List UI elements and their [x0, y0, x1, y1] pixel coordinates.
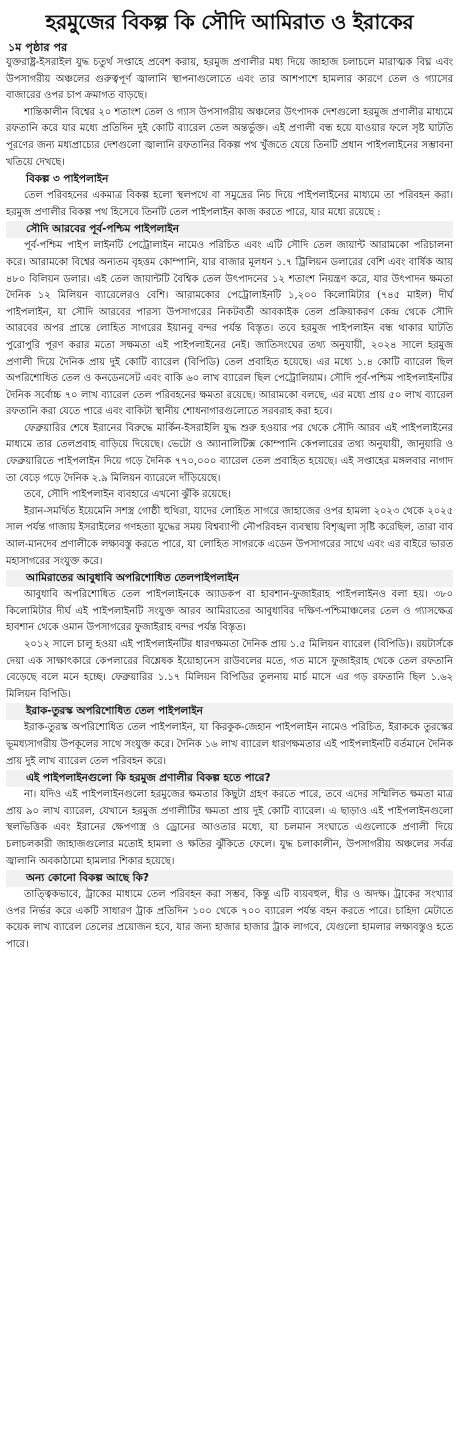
article-paragraph: পূর্ব-পশ্চিম পাইপ লাইনটি পেট্রোলাইন নামেও পরিচিত এবং এটি সৌদি তেল জায়ান্ট আরামকো পরিচালনা করে। আরামকো বিশ্বের অন্যতম বৃহত্তম কোম্পানি, যার বাজার মূলধন ১.৭ ট্রিলিয়ন ডলারের বেশি এবং বার্ষিক আয় ৪৮০ বিলিয়ন ডলার। এই তেল জায়ান্টটি বৈশ্বিক তেল উৎপাদনের ১২ শতাংশ নিয়ন্ত্রণ করে, যার উৎপাদন ক্ষমতা দৈনিক ১২ মিলিয়ন ব্যারেলেরও বেশি। আরামকোর পেট্রোলাইনটি ১,২০০ কিলোমিটার (৭৪৫ মাইল) দীর্ঘ পাইপলাইন, যা সৌদি আরবের পারস্য উপসাগরের নিকটবর্তী আবকাইক তেল প্রক্রিয়াকরণ কেন্দ্র থেকে সৌদি আরবের অপর প্রান্তে লোহিত সাগরের ইয়ানবু বন্দর পর্যন্ত বিস্তৃত। তবে হরমুজ পাইপলাইন বন্ধ থাকার ঘাটতি পুরোপুরি পূরণ করার মতো সক্ষমতা এই পাইপলাইনের নেই। জাতিসংঘের তথ্য অনুযায়ী, ২০২৪ সালে হরমুজ প্রণালী দিয়ে দৈনিক প্রায় দুই কোটি ব্যারেল (বিপিডি) তেল প্রবাহিত হয়েছে। এর মধ্যে ১.৪ কোটি ব্যারেল ছিল অপরিশোধিত তেল ও কনডেনসেট এবং বাকি ৬০ লাখ ব্যারেল ছিল পেট্রোলিয়াম। সৌদি পূর্ব-পশ্চিম পাইপলাইনটির দৈনিক সর্বোচ্চ ৭০ লাখ ব্যারেল তেল পরিবহনের ক্ষমতা রয়েছে। আরামকো বলছে, এর মধ্যে প্রায় ৫০ লাখ ব্যারেল রফতানি করা যেতে পারে এবং বাকিটা স্থানীয় শোধনাগারগুলোতে সরবরাহ করা হবে।: [6, 240, 453, 418]
continuation-dateline: ১ম পৃষ্ঠার পর: [8, 41, 68, 54]
article-body: [0, 55, 459, 954]
section-subheading: অন্য কোনো বিকল্প আছে কি?: [6, 870, 453, 887]
article-paragraph: না। যদিও এই পাইপলাইনগুলো হরমুজের ক্ষমতার কিছুটা গ্রহণ করতে পারে, তবে এদের সম্মিলিত ক্ষমতা মাত্র প্রায় ৯০ লাখ ব্যারেল, যেখানে হরমুজ প্রণালীটির ক্ষমতা প্রায় দুই কোটি ব্যারেল। এ ছাড়াও এই পাইপলাইনগুলো স্থলভিত্তিক এবং ইরানের ক্ষেপণাস্ত্র ও ড্রোনের আওতার মধ্যে, যা চলমান সংঘাতে এগুলোকে প্রণালী দিয়ে চলাচলকারী জাহাজগুলোর মতোই হামলা ও ক্ষতির ঝুঁকিতে ফেলে। যুদ্ধ চলাকালীন, উপসাগরীয় অঞ্চলের সর্বত্র জ্বালানি অবকাঠামো হামলার শিকার হয়েছে।: [6, 789, 453, 867]
section-subheading: আমিরাতের আবুধাবি অপরিশোধিত তেলপাইপলাইন: [6, 570, 453, 587]
article-paragraph: ইরাক-তুরস্ক অপরিশোধিত তেল পাইপলাইন, যা কিরকুক-জেহান পাইপলাইন নামেও পরিচিত, ইরাককে তুরস্কের ভূমধ্যসাগরীয় উপকূলের সাথে সংযুক্ত করে। দৈনিক ১৬ লাখ ব্যারেল ধারণক্ষমতার এই পাইপলাইনটি বর্তমানে দৈনিক প্রায় দুই লাখ ব্যারেল তেল পরিবহন করে।: [6, 722, 453, 767]
article-headline: হরমুজের বিকল্প কি সৌদি আমিরাত ও ইরাকের: [45, 10, 414, 34]
article-paragraph: যুক্তরাষ্ট্র-ইসরাইল যুদ্ধ চতুর্থ সপ্তাহে প্রবেশ করায়, হরমুজ প্রণালীর মধ্য দিয়ে জাহাজ চলাচলে মারাত্মক বিঘ্ন এবং উপসাগরীয় অঞ্চলের গুরুত্বপূর্ণ জ্বালানি স্থাপনাগুলোতে এবং তার আশপাশে হামলার কারণে তেল ও গ্যাসের বাজারের ওপর চাপ ক্রমাগত বাড়ছে।: [6, 57, 453, 102]
article-paragraph: তাত্ত্বিকভাবে, ট্রাকের মাধ্যমে তেল পরিবহন করা সম্ভব, কিন্তু এটি ব্যয়বহুল, ধীর ও অদক্ষ। ট্রাকের সংখ্যার ওপর নির্ভর করে একটি সাধারণ ট্রাক প্রতিদিন ১০০ থেকে ৭০০ ব্যারেল পর্যন্ত বহন করতে পারে। চাহিদা মেটাতে কয়েক লাখ ব্যারেল তেলের প্রয়োজন হবে, যার জন্য হাজার হাজার ট্রাক লাগবে, যেগুলো হামলার লক্ষ্যবস্তুও হতে পারে।: [6, 889, 453, 950]
article-paragraph: শান্তিকালীন বিশ্বের ২০ শতাংশ তেল ও গ্যাস উপসাগরীয় অঞ্চলের উৎপাদক দেশগুলো হরমুজ প্রণালীর মাধ্যমে রফতানি করে যার মধ্যে প্রতিদিন দুই কোটি ব্যারেল তেল অন্তর্ভুক্ত। এই প্রণালী বন্ধ হয়ে যাওয়ার ফলে সৃষ্ট ঘাটতি পূরণের জন্য মধ্যপ্রাচ্যের দেশগুলো জ্বালানি রফতানির বিকল্প পথ খুঁজতে যেয়ে তিনটি প্রধান পাইপলাইনের সম্ভাবনা খতিয়ে দেখছে।: [6, 106, 453, 168]
section-subheading: ইরাক-তুরস্ক অপরিশোধিত তেল পাইপলাইন: [6, 703, 453, 720]
article-paragraph: আবুধাবি অপরিশোধিত তেল পাইপলাইনকে অ্যাডকপ বা হাবশান-ফুজাইরাহ পাইপলাইনও বলা হয়। ৩৮০ কিলোমিটার দীর্ঘ এই পাইপলাইনটি সংযুক্ত আরব আমিরাতের আবুধাবির দক্ষিণ-পশ্চিমাঞ্চলের তেল ও গ্যাসক্ষেত্র হাবশান থেকে ওমান উপসাগরের ফুজাইরাহ বন্দর পর্যন্ত বিস্তৃত।: [6, 589, 453, 634]
article-paragraph: ২০১২ সালে চালু হওয়া এই পাইপলাইনটির ধারণক্ষমতা দৈনিক প্রায় ১.৫ মিলিয়ন ব্যারেল (বিপিডি)। রয়টার্সকে দেয়া এক সাক্ষাৎকারে কেপলারের বিশ্লেষক ইয়োহানেস রাউবলের মতে, গত মাসে ফুজাইরাহ থেকে তেল রফতানি বেড়েছে বলে মনে হচ্ছে। ফেব্রুয়ারির ১.১৭ মিলিয়ন বিপিডির তুলনায় মার্চ মাসে এর গড় রফতানি ছিল ১.৬২ মিলিয়ন বিপিডি।: [6, 639, 453, 700]
article-paragraph: তেল পরিবহনের একমাত্র বিকল্প হলো স্থলপথে বা সমুদ্রের নিচ দিয়ে পাইপলাইনের মাধ্যমে তা পরিবহন করা। হরমুজ প্রণালীর বিকল্প পথ হিসেবে তিনটি তেল পাইপলাইন কাজ করতে পারে, যার মধ্যে রয়েছে :: [6, 190, 453, 218]
article-paragraph: তবে, সৌদি পাইপলাইন ব্যবহারে এখনো ঝুঁকি রয়েছে।: [24, 489, 231, 501]
section-subheading: বিকল্প ৩ পাইপলাইন: [26, 173, 109, 186]
section-subheading: এই পাইপলাইনগুলো কি হরমুজ প্রণালীর বিকল্প হতে পারে?: [6, 770, 453, 787]
section-subheading: সৌদি আরবের পূর্ব-পশ্চিম পাইপলাইন: [6, 221, 453, 238]
article-paragraph: ফেব্রুয়ারির শেষে ইরানের বিরুদ্ধে মার্কিন-ইসরাইলি যুদ্ধ শুরু হওয়ার পর থেকে সৌদি আরব এই পাইপলাইনের মাধ্যমে তার তেলপ্রবাহ বাড়িয়ে দিয়েছে। ভেটো ও অ্যানালিটিক্স কোম্পানি কেপলারের তথ্য অনুযায়ী, জানুয়ারি ও ফেব্রুয়ারিতে পাইপলাইন দিয়ে গড়ে দৈনিক ৭৭০,০০০ ব্যারেল তেল প্রবাহিত হয়েছে। এই সপ্তাহের মঙ্গলবার নাগাদ তা বেড়ে গড়ে দৈনিক ২.৯ মিলিয়ন ব্যারেলে দাঁড়িয়েছে।: [6, 422, 453, 484]
article-paragraph: ইরান-সমর্থিত ইয়েমেনি সশস্ত্র গোষ্ঠী হুথিরা, যাদের লোহিত সাগরে জাহাজের ওপর হামলা ২০২৩ থেকে ২০২৫ সাল পর্যন্ত গাজায় ইসরাইলের গণহত্যা যুদ্ধের সময় বিশ্বব্যাপী নৌপরিবহন ব্যবস্থায় বিশৃঙ্খলা সৃষ্টি করেছিল, তারা বাব আল-মানদেব প্রণালীকে লক্ষ্যবস্তু করতে পারে, যা লোহিত সাগরকে এডেন উপসাগরের সাথে এবং এর বাইরে ভারত মহাসাগরের সংযুক্ত করে।: [6, 505, 453, 567]
